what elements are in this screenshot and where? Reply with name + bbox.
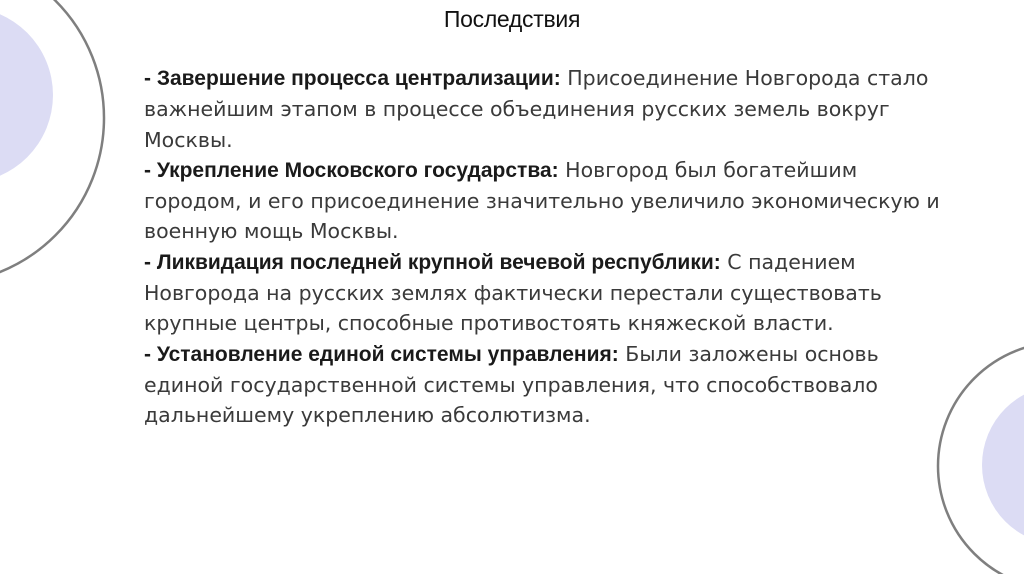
- consequence-heading: - Завершение процесса централизации:: [144, 67, 561, 90]
- consequence-heading: - Укрепление Московского государства:: [144, 158, 559, 182]
- bottom-right-circle-ornament: [938, 342, 1024, 574]
- bottom-right-filled-circle: [982, 385, 1024, 545]
- consequence-text: Новгород был богатейшим городом, и его присоединение значительно увеличило экономическую и военную мощь Москвы.: [144, 157, 940, 244]
- consequence-item-veche-republic: [144, 247, 944, 339]
- top-left-filled-circle: [0, 7, 53, 183]
- consequence-text: Были заложены основь единой государственной системы управления, что способствовало дальнейшему укреплению абсолютизма.: [144, 341, 879, 428]
- consequence-item-moscow-state: [144, 155, 944, 247]
- slide-title: Последствия: [443, 6, 581, 32]
- top-left-circle-ornament: [0, 0, 104, 284]
- consequence-heading: - Ликвидация последней крупной вечевой республики:: [144, 250, 721, 274]
- consequence-text: С падением Новгорода на русских землях фактически перестали существовать крупные центры, способные противостоять княжеской власти.: [144, 249, 882, 336]
- consequence-item-centralization: [144, 63, 944, 155]
- consequences-list: [144, 63, 944, 431]
- consequence-item-governance: [144, 339, 944, 431]
- consequence-text: Присоединение Новгорода стало важнейшим этапом в процессе объединения русских земель вокруг Москвы.: [144, 66, 929, 152]
- consequence-heading: - Установление единой системы управления:: [144, 342, 619, 366]
